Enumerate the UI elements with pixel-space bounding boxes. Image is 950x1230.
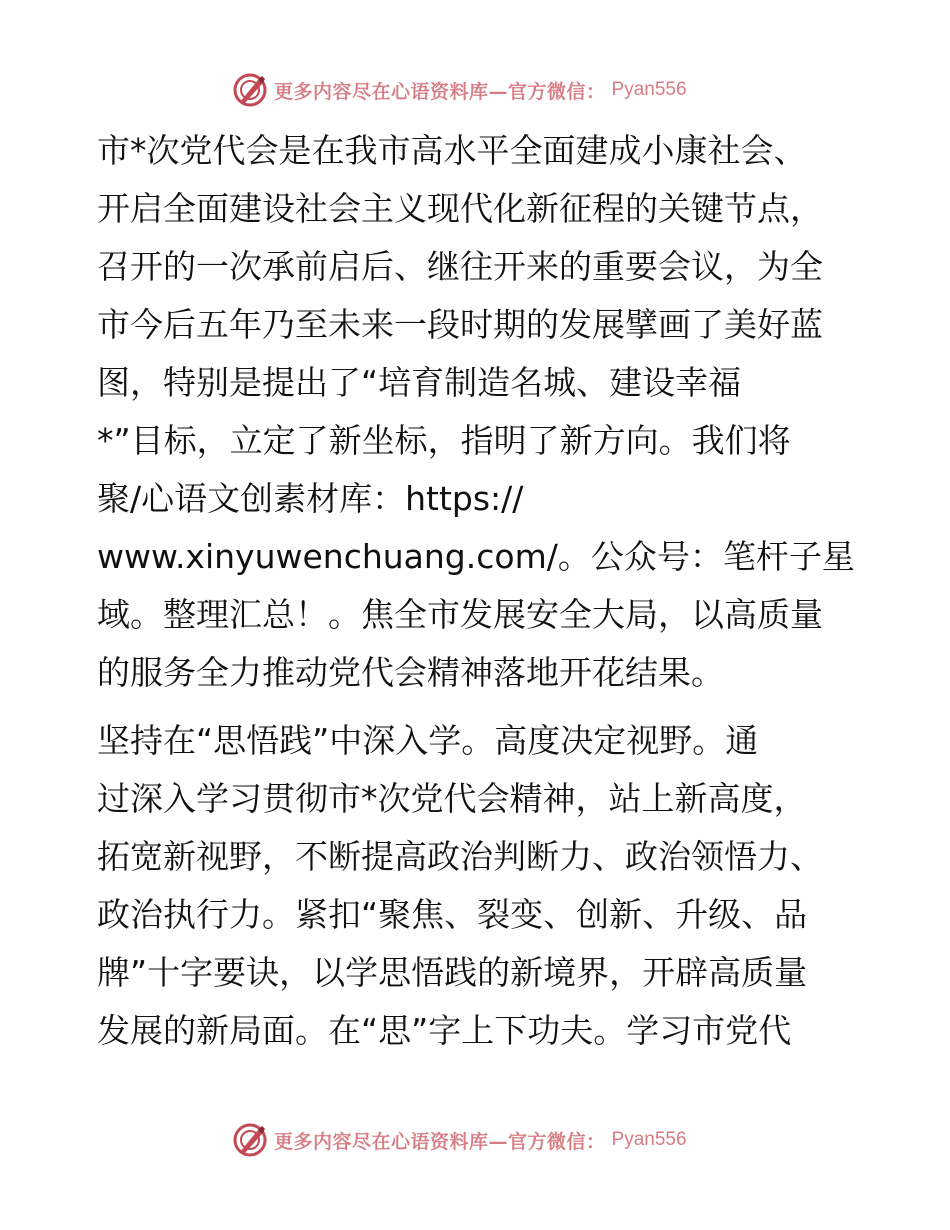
text-line: 的服务全力推动党代会精神落地开花结果。 [97,653,724,692]
text-line: 过深入学习贯彻市*次党代会精神，站上新高度， [97,779,807,818]
text-line: 拓宽新视野，不断提高政治判断力、政治领悟力、 [97,837,823,876]
text-line: 开启全面建设社会主义现代化新征程的关键节点， [97,189,823,228]
footer-watermark-wechat: Pyan556 [611,1129,687,1150]
pen-logo-icon [232,72,268,108]
footer-watermark-text: 更多内容尽在心语资料库—官方微信： [274,1130,606,1153]
text-line: 牌”十字要诀，以学思悟践的新境界，开辟高质量 [97,953,808,992]
paragraph-1 [97,122,857,702]
pen-logo-icon [232,1122,268,1158]
text-line: 召开的一次承前启后、继往开来的重要会议，为全 [97,247,823,286]
text-line: *”目标，立定了新坐标，指明了新方向。我们将 [97,421,791,460]
text-line: 市*次党代会是在我市高水平全面建成小康社会、 [97,131,807,170]
text-line: 市今后五年乃至未来一段时期的发展擘画了美好蓝 [97,305,823,344]
footer-watermark [232,1120,732,1160]
text-line: 图，特别是提出了“培育制造名城、建设幸福 [97,363,742,402]
paragraph-2 [97,712,857,1060]
text-line: 聚/心语文创素材库：https:// [97,479,524,518]
text-line: 发展的新局面。在“思”字上下功夫。学习市党代 [97,1011,792,1050]
header-watermark [232,70,732,110]
body-text [97,122,857,1070]
text-line: 坚持在“思悟践”中深入学。高度决定视野。通 [97,721,759,760]
header-watermark-wechat: Pyan556 [611,79,687,100]
header-watermark-text: 更多内容尽在心语资料库—官方微信： [274,80,606,103]
text-line: 域。整理汇总！。焦全市发展安全大局，以高质量 [97,595,823,634]
text-line: 政治执行力。紧扣“聚焦、裂变、创新、升级、品 [97,895,808,934]
text-line: www.xinyuwenchuang.com/。公众号：笔杆子星 [97,537,855,576]
